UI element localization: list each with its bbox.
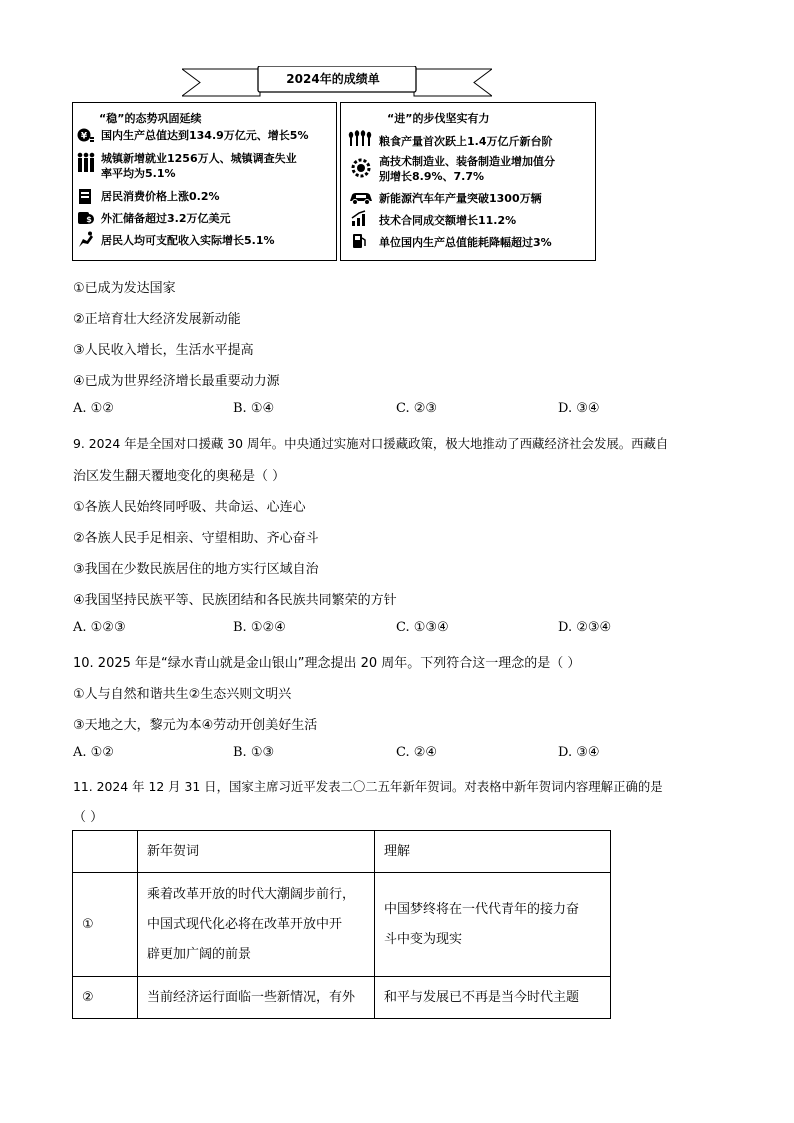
q10-option-a[interactable]: A. ①② — [73, 745, 114, 760]
table-row — [73, 873, 611, 977]
q9-option-d[interactable]: D. ②③④ — [558, 620, 612, 635]
table-cell-line: 中国梦终将在一代代青年的接力奋 — [384, 901, 580, 917]
right-item-5: 单位国内生产总值能耗降幅超过3% — [379, 236, 552, 249]
table-cell-line: 乘着改革开放的时代大潮阔步前行， — [147, 886, 356, 902]
table-cell-understanding — [375, 977, 611, 1019]
q11-table — [72, 830, 611, 1019]
q9-option-a[interactable]: A. ①②③ — [73, 620, 126, 635]
table-header-cell: 新年贺词 — [138, 831, 375, 873]
q10-option-b[interactable]: B. ①③ — [233, 745, 275, 760]
table-cell-num: ② — [73, 977, 138, 1019]
q8-statement-4: ④已成为世界经济增长最重要动力源 — [73, 374, 280, 389]
q8-statement-1: ①已成为发达国家 — [73, 281, 176, 296]
left-item-4: 外汇储备超过3.2万亿美元 — [101, 212, 231, 225]
q8-statement-2: ②正培育壮大经济发展新动能 — [73, 312, 241, 327]
yuan-coins-icon — [77, 127, 94, 144]
table-cell-line: 斗中变为现实 — [384, 931, 463, 947]
q9-statement-2: ②各族人民手足相亲、守望相助、齐心奋斗 — [73, 531, 319, 546]
table-cell-line: 和平与发展已不再是当今时代主题 — [384, 989, 580, 1005]
left-item-3: 居民消费价格上涨0.2% — [101, 190, 220, 203]
right-item-4: 技术合同成交额增长11.2% — [379, 214, 517, 227]
q8-option-a[interactable]: A. ①② — [73, 401, 114, 416]
table-cell-understanding — [375, 873, 611, 977]
table-cell-speech — [138, 977, 375, 1019]
people-group-icon — [76, 152, 96, 174]
hand-coin-icon — [77, 231, 94, 248]
table-cell-num: ① — [73, 873, 138, 977]
table-header-cell: 理解 — [375, 831, 611, 873]
right-panel-title: “进”的步伐坚实有力 — [387, 112, 490, 125]
q10-option-c[interactable]: C. ②④ — [396, 745, 438, 760]
table-header-cell — [73, 831, 138, 873]
left-item-1: 国内生产总值达到134.9万亿元、增长5% — [101, 129, 309, 142]
q9-stem: 9. 2024 年是全国对口援藏 30 周年。中央通过实施对口援藏政策，极大地推动了西藏经济社会发展。西藏自 — [73, 436, 669, 451]
q9-option-c[interactable]: C. ①③④ — [396, 620, 449, 635]
q9-statement-1: ①各族人民始终同呼吸、共命运、心连心 — [73, 500, 306, 515]
q11-stem-cont: （ ） — [73, 810, 104, 825]
left-item-5: 居民人均可支配收入实际增长5.1% — [101, 234, 275, 247]
card-title: 2024年的成绩单 — [286, 72, 380, 86]
car-icon — [348, 189, 374, 206]
q11-stem: 11. 2024 年 12 月 31 日，国家主席习近平发表二〇二五年新年贺词。对表格中新年贺词内容理解正确的是 — [73, 779, 663, 794]
q9-stem-cont: 治区发生翻天覆地变化的奥秘是（ ） — [73, 469, 286, 484]
left-item-2-cont: 率平均为5.1% — [101, 167, 176, 180]
table-header-row — [73, 831, 611, 873]
gear-icon — [350, 157, 372, 179]
fuel-pump-icon — [351, 232, 368, 249]
q10-stem: 10. 2025 年是“绿水青山就是金山银山”理念提出 20 周年。下列符合这一理念的是（ ） — [73, 656, 581, 671]
q10-statement-1: ①人与自然和谐共生②生态兴则文明兴 — [73, 687, 292, 702]
q9-statement-3: ③我国在少数民族居住的地方实行区域自治 — [73, 562, 319, 577]
right-item-3: 新能源汽车年产量突破1300万辆 — [379, 192, 542, 205]
q10-option-d[interactable]: D. ③④ — [558, 745, 600, 760]
svg-text:¥: ¥ — [80, 131, 88, 142]
right-item-2-cont: 别增长8.9%、7.7% — [379, 170, 485, 183]
q8-option-b[interactable]: B. ①④ — [233, 401, 275, 416]
q9-option-b[interactable]: B. ①②④ — [233, 620, 286, 635]
table-cell-speech — [138, 873, 375, 977]
right-item-1: 粮食产量首次跃上1.4万亿斤新台阶 — [379, 135, 553, 148]
table-cell-line: 当前经济运行面临一些新情况，有外 — [147, 989, 356, 1005]
table-cell-line: 中国式现代化必将在改革开放中开 — [147, 916, 343, 932]
dollar-purse-icon — [77, 209, 94, 226]
q9-statement-4: ④我国坚持民族平等、民族团结和各民族共同繁荣的方针 — [73, 593, 397, 608]
q8-statement-3: ③人民收入增长，生活水平提高 — [73, 343, 254, 358]
svg-text:$: $ — [86, 215, 92, 224]
left-item-2: 城镇新增就业1256万人、城镇调查失业 — [101, 152, 297, 165]
grain-icon — [348, 130, 372, 147]
right-item-2: 高技术制造业、装备制造业增加值分 — [379, 155, 555, 168]
bar-chart-icon — [351, 210, 368, 227]
q10-statement-2: ③天地之大，黎元为本④劳动开创美好生活 — [73, 718, 318, 733]
q8-option-d[interactable]: D. ③④ — [558, 401, 600, 416]
table-row — [73, 977, 611, 1019]
q8-option-c[interactable]: C. ②③ — [396, 401, 438, 416]
shopping-cart-icon — [77, 188, 94, 205]
table-cell-line: 辟更加广阔的前景 — [147, 946, 252, 962]
left-panel-title: “稳”的态势巩固延续 — [99, 112, 202, 125]
